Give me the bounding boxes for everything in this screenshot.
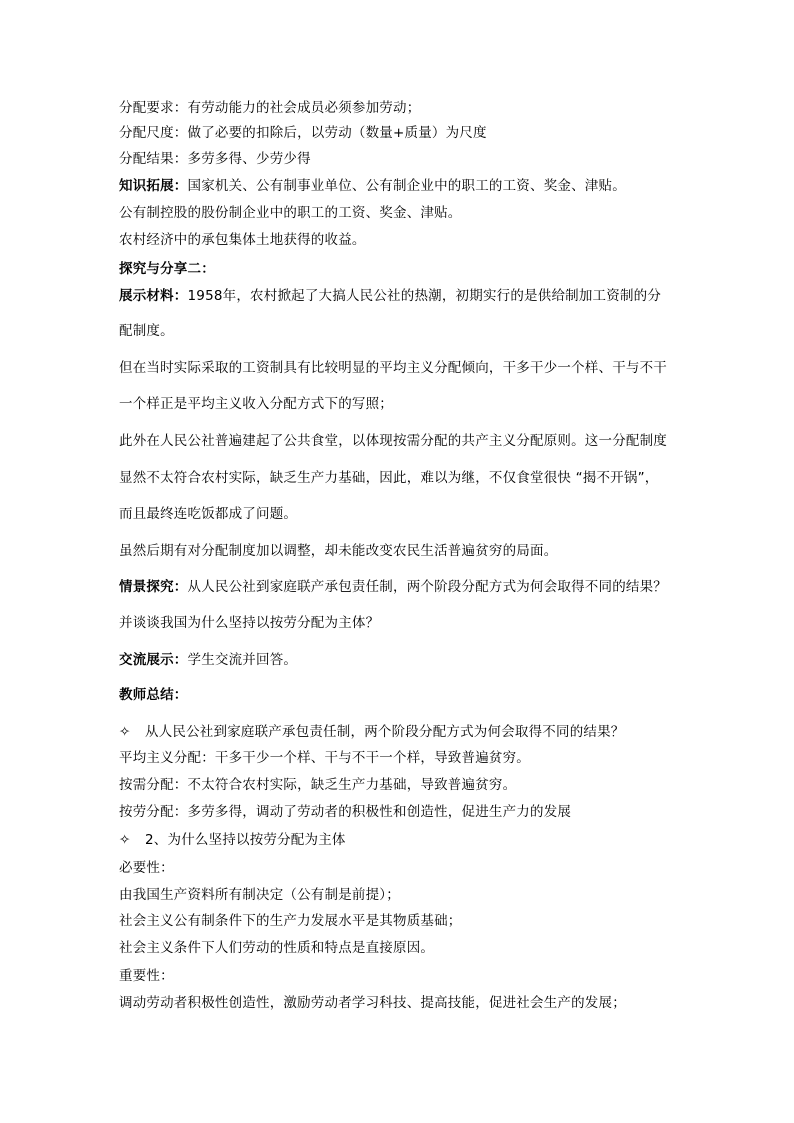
text-line: 此外在人民公社普遍建起了公共食堂，以体现按需分配的共产主义分配原则。这一分配制度 <box>119 433 667 449</box>
text-line: 农村经济中的承包集体土地获得的收益。 <box>119 232 366 248</box>
text-line: 显然不太符合农村实际，缺乏生产力基础，因此，难以为继，不仅食堂很快 “揭不开锅”， <box>119 470 659 486</box>
text-line: 按需分配：不太符合农村实际，缺乏生产力基础，导致普遍贫穷。 <box>119 777 517 793</box>
text-line: 但在当时实际采取的工资制具有比较明显的平均主义分配倾向，干多干少一个样、干与不干 <box>119 360 667 376</box>
bold-label: 交流展示： <box>119 652 188 668</box>
text-line: 展示材料：1958年，农村掀起了大搞人民公社的热潮，初期实行的是供给制加工资制的分 <box>119 288 662 304</box>
text-line: 调动劳动者积极性创造性，激励劳动者学习科技、提高技能，促进社会生产的发展； <box>119 995 626 1011</box>
text-line: 虽然后期有对分配制度加以调整，却未能改变农民生活普遍贫穷的局面。 <box>119 543 558 559</box>
text-line: 知识拓展：国家机关、公有制事业单位、公有制企业中的职工的工资、奖金、津贴。 <box>119 178 626 194</box>
text-line: 按劳分配：多劳多得，调动了劳动者的积极性和创造性，促进生产力的发展 <box>119 804 572 820</box>
text-line: 社会主义条件下人们劳动的性质和特点是直接原因。 <box>119 940 435 956</box>
diamond-bullet-icon: ✧ <box>119 832 131 848</box>
text-line: 而且最终连吃饭都成了问题。 <box>119 506 298 522</box>
text-line: 分配结果：多劳多得、少劳少得 <box>119 151 311 167</box>
bold-label: 展示材料： <box>119 288 188 304</box>
bullet-line: ✧ 从人民公社到家庭联产承包责任制，两个阶段分配方式为何会取得不同的结果？ <box>119 724 625 740</box>
bold-label: 知识拓展： <box>119 178 188 194</box>
text-line: 由我国生产资料所有制决定（公有制是前提）； <box>119 887 400 903</box>
text-line: 社会主义公有制条件下的生产力发展水平是其物质基础； <box>119 913 462 929</box>
text-line: 分配要求：有劳动能力的社会成员必须参加劳动； <box>119 100 421 116</box>
bold-label: 情景探究： <box>119 579 188 595</box>
section-heading: 教师总结： <box>119 687 188 703</box>
text-line: 交流展示：学生交流并回答。 <box>119 652 298 668</box>
text-line: 情景探究：从人民公社到家庭联产承包责任制，两个阶段分配方式为何会取得不同的结果？ <box>119 579 667 595</box>
text-line: 公有制控股的股份制企业中的职工的工资、奖金、津贴。 <box>119 205 462 221</box>
text-line: 分配尺度：做了必要的扣除后，以劳动（数量+质量）为尺度 <box>119 125 487 141</box>
section-heading: 探究与分享二： <box>119 261 215 277</box>
text-line: 必要性： <box>119 860 174 876</box>
text-line: 一个样正是平均主义收入分配方式下的写照； <box>119 396 393 412</box>
text-line: 并谈谈我国为什么坚持以按劳分配为主体？ <box>119 615 380 631</box>
text-line: 配制度。 <box>119 323 174 339</box>
text-line: 平均主义分配：干多干少一个样、干与不干一个样，导致普遍贫穷。 <box>119 750 530 766</box>
text-line: 重要性： <box>119 968 174 984</box>
diamond-bullet-icon: ✧ <box>119 724 131 740</box>
bullet-line: ✧ 2、为什么坚持以按劳分配为主体 <box>119 832 346 848</box>
